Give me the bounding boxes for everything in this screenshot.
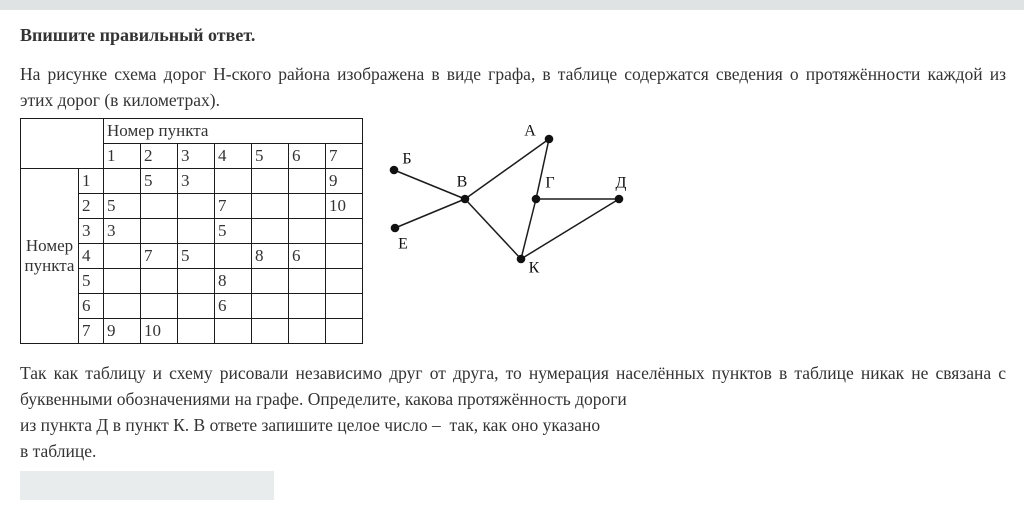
graph-node-dot (545, 135, 554, 144)
table-cell: 9 (104, 319, 141, 344)
table-row-header: 2 (79, 194, 104, 219)
text-line: в таблице. (20, 441, 97, 461)
table-column-group-header: Номер пункта (104, 119, 363, 144)
table-cell (252, 319, 289, 344)
page-title: Впишите правильный ответ. (20, 25, 256, 45)
table-cell: 7 (215, 194, 252, 219)
table-cell (289, 194, 326, 219)
table-column-header: 4 (215, 144, 252, 169)
table-cell (178, 269, 215, 294)
table-cell: 5 (104, 194, 141, 219)
graph-edge (394, 170, 465, 199)
graph-edge (395, 199, 465, 228)
graph-edge (465, 199, 521, 259)
table-row-header: 5 (79, 269, 104, 294)
road-graph (380, 112, 638, 282)
table-cell (326, 269, 363, 294)
text-line: этих дорог (в километрах). (20, 90, 221, 110)
table-column-header: 5 (252, 144, 289, 169)
table-cell (252, 194, 289, 219)
table-cell: 3 (178, 169, 215, 194)
table-cell: 7 (141, 244, 178, 269)
table-cell (215, 319, 252, 344)
table-column-header: 1 (104, 144, 141, 169)
table-cell (289, 294, 326, 319)
table-cell: 6 (215, 294, 252, 319)
graph-node-label: В (456, 173, 468, 191)
answer-input[interactable] (20, 471, 274, 500)
table-cell (141, 194, 178, 219)
table-cell: 9 (326, 169, 363, 194)
table-cell: 6 (289, 244, 326, 269)
table-cell (104, 294, 141, 319)
table-cell: 10 (326, 194, 363, 219)
table-cell (141, 219, 178, 244)
table-cell (215, 169, 252, 194)
table-row-header: 1 (79, 169, 104, 194)
graph-node-label: Е (398, 235, 408, 253)
table-cell: 8 (252, 244, 289, 269)
table-cell: 5 (141, 169, 178, 194)
table-cell (104, 169, 141, 194)
table-column-header: 2 (141, 144, 178, 169)
table-cell (178, 219, 215, 244)
graph-node-label: Д (615, 174, 627, 192)
table-cell (252, 269, 289, 294)
table-cell (326, 219, 363, 244)
table-cell (289, 269, 326, 294)
text-line: буквенными обозначениями на графе. Определите, какова протяжённость дороги (20, 389, 627, 409)
table-cell: 5 (215, 219, 252, 244)
distance-table (20, 118, 363, 344)
graph-edge (465, 139, 549, 199)
graph-node-label: К (528, 259, 540, 277)
table-cell (178, 319, 215, 344)
text-line: На рисунке схема дорог Н-ского района изображена в виде графа, в таблице содержатся сведения о протяжённости каждой из (20, 64, 1006, 84)
table-cell (141, 294, 178, 319)
graph-node-dot (391, 224, 400, 233)
table-cell (326, 294, 363, 319)
table-cell: 8 (215, 269, 252, 294)
table-row-header: 3 (79, 219, 104, 244)
graph-node-label: Г (545, 174, 555, 192)
table-cell (178, 194, 215, 219)
table-cell (104, 269, 141, 294)
table-cell (289, 219, 326, 244)
graph-edge (521, 199, 619, 259)
table-cell (326, 319, 363, 344)
table-cell (141, 269, 178, 294)
graph-node-dot (461, 195, 470, 204)
table-cell (289, 319, 326, 344)
table-row-header: 6 (79, 294, 104, 319)
graph-node-dot (615, 195, 624, 204)
table-column-header: 6 (289, 144, 326, 169)
text-line: из пункта Д в пункт К. В ответе запишите целое число – так, как оно указано (20, 415, 601, 435)
graph-node-dot (390, 166, 399, 175)
graph-node-label: Б (402, 150, 412, 168)
graph-node-label: А (524, 122, 536, 140)
table-column-header: 3 (178, 144, 215, 169)
table-cell (252, 294, 289, 319)
table-cell (104, 244, 141, 269)
graph-node-dot (517, 255, 526, 264)
question-paragraph (20, 360, 1006, 464)
graph-edge (521, 199, 536, 259)
table-cell: 5 (178, 244, 215, 269)
table-column-header: 7 (326, 144, 363, 169)
graph-node-dot (532, 195, 541, 204)
table-cell (178, 294, 215, 319)
table-cell (289, 169, 326, 194)
text-line: Так как таблицу и схему рисовали независимо друг от друга, то нумерация населённых пунктов в таблице никак не связана с (20, 363, 1006, 383)
top-bar (0, 0, 1024, 10)
table-row-group-header: Номер пункта (21, 169, 79, 344)
table-cell: 3 (104, 219, 141, 244)
table-cell: 10 (141, 319, 178, 344)
intro-paragraph (20, 61, 1006, 113)
table-cell (252, 169, 289, 194)
table-row-header: 4 (79, 244, 104, 269)
table-row-header: 7 (79, 319, 104, 344)
table-cell (215, 244, 252, 269)
table-cell (326, 244, 363, 269)
table-corner-cell (21, 119, 104, 169)
table-cell (252, 219, 289, 244)
